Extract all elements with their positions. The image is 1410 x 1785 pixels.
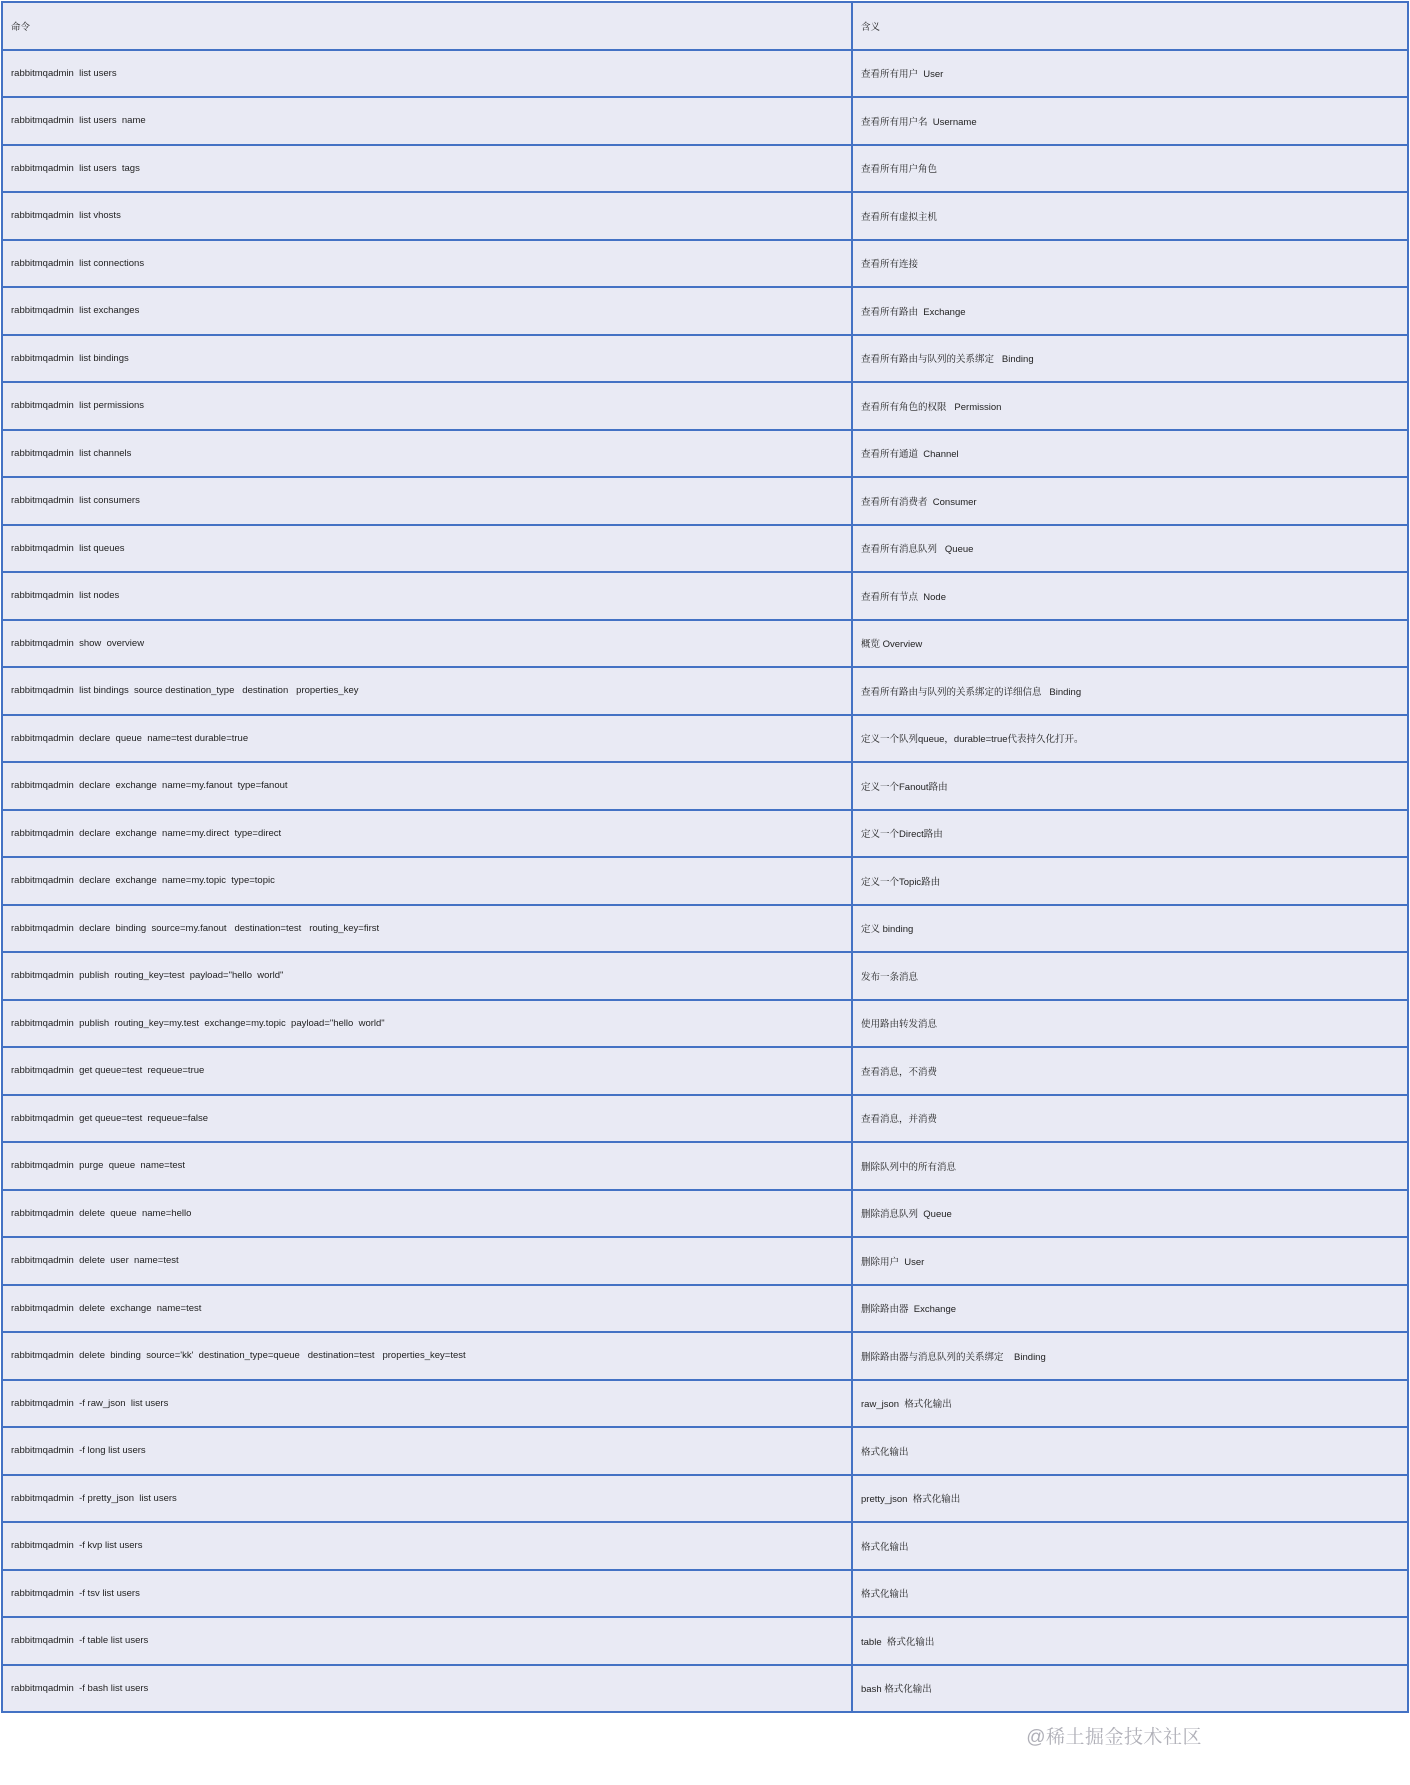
command-cell: rabbitmqadmin list permissions — [2, 382, 852, 430]
command-cell: rabbitmqadmin list users — [2, 50, 852, 98]
table-row — [2, 1047, 1408, 1095]
command-cell: rabbitmqadmin list channels — [2, 430, 852, 478]
commands-table — [1, 1, 1409, 1713]
table-row — [2, 1475, 1408, 1523]
command-cell: rabbitmqadmin delete exchange name=test — [2, 1285, 852, 1333]
table-row — [2, 335, 1408, 383]
table-row — [2, 97, 1408, 145]
command-cell: rabbitmqadmin get queue=test requeue=true — [2, 1047, 852, 1095]
command-cell: rabbitmqadmin list queues — [2, 525, 852, 573]
command-cell: rabbitmqadmin get queue=test requeue=false — [2, 1095, 852, 1143]
table-row — [2, 905, 1408, 953]
meaning-cell: 查看所有消息队列 Queue — [852, 525, 1408, 573]
header-meaning: 含义 — [852, 2, 1408, 50]
meaning-cell: pretty_json 格式化输出 — [852, 1475, 1408, 1523]
command-cell: rabbitmqadmin list bindings source destination_type destination properties_key — [2, 667, 852, 715]
meaning-cell: 查看所有节点 Node — [852, 572, 1408, 620]
command-cell: rabbitmqadmin delete binding source='kk' destination_type=queue destination=test properties_key=test — [2, 1332, 852, 1380]
table-row — [2, 287, 1408, 335]
meaning-cell: 查看所有路由 Exchange — [852, 287, 1408, 335]
meaning-cell: 查看所有用户 User — [852, 50, 1408, 98]
meaning-cell: 删除消息队列 Queue — [852, 1190, 1408, 1238]
meaning-cell: 查看所有虚拟主机 — [852, 192, 1408, 240]
meaning-cell: 删除队列中的所有消息 — [852, 1142, 1408, 1190]
command-cell: rabbitmqadmin -f bash list users — [2, 1665, 852, 1713]
table-row — [2, 620, 1408, 668]
table-row — [2, 192, 1408, 240]
table-row — [2, 572, 1408, 620]
meaning-cell: bash 格式化输出 — [852, 1665, 1408, 1713]
meaning-cell: 使用路由转发消息 — [852, 1000, 1408, 1048]
table-row — [2, 1665, 1408, 1713]
meaning-cell: 删除路由器与消息队列的关系绑定 Binding — [852, 1332, 1408, 1380]
command-cell: rabbitmqadmin list bindings — [2, 335, 852, 383]
meaning-cell: 查看所有用户角色 — [852, 145, 1408, 193]
command-cell: rabbitmqadmin purge queue name=test — [2, 1142, 852, 1190]
table-row — [2, 50, 1408, 98]
table-row — [2, 1617, 1408, 1665]
table-row — [2, 430, 1408, 478]
command-cell: rabbitmqadmin -f table list users — [2, 1617, 852, 1665]
table-row — [2, 525, 1408, 573]
command-cell: rabbitmqadmin list vhosts — [2, 192, 852, 240]
meaning-cell: 格式化输出 — [852, 1570, 1408, 1618]
command-cell: rabbitmqadmin delete queue name=hello — [2, 1190, 852, 1238]
table-row — [2, 382, 1408, 430]
meaning-cell: 查看所有用户名 Username — [852, 97, 1408, 145]
command-cell: rabbitmqadmin -f long list users — [2, 1427, 852, 1475]
command-cell: rabbitmqadmin list users tags — [2, 145, 852, 193]
command-cell: rabbitmqadmin delete user name=test — [2, 1237, 852, 1285]
command-cell: rabbitmqadmin publish routing_key=my.test exchange=my.topic payload="hello world" — [2, 1000, 852, 1048]
command-cell: rabbitmqadmin -f kvp list users — [2, 1522, 852, 1570]
command-cell: rabbitmqadmin list users name — [2, 97, 852, 145]
command-cell: rabbitmqadmin declare binding source=my.fanout destination=test routing_key=first — [2, 905, 852, 953]
command-cell: rabbitmqadmin declare queue name=test durable=true — [2, 715, 852, 763]
meaning-cell: 格式化输出 — [852, 1522, 1408, 1570]
command-cell: rabbitmqadmin declare exchange name=my.direct type=direct — [2, 810, 852, 858]
table-header-row — [2, 2, 1408, 50]
table-row — [2, 810, 1408, 858]
command-cell: rabbitmqadmin -f raw_json list users — [2, 1380, 852, 1428]
header-command: 命令 — [2, 2, 852, 50]
command-cell: rabbitmqadmin -f pretty_json list users — [2, 1475, 852, 1523]
table-row — [2, 1285, 1408, 1333]
command-cell: rabbitmqadmin list exchanges — [2, 287, 852, 335]
watermark: @稀土掘金技术社区 — [1026, 1727, 1202, 1748]
table-row — [2, 1237, 1408, 1285]
command-cell: rabbitmqadmin publish routing_key=test payload="hello world" — [2, 952, 852, 1000]
table-row — [2, 1095, 1408, 1143]
meaning-cell: 定义一个Topic路由 — [852, 857, 1408, 905]
meaning-cell: 删除用户 User — [852, 1237, 1408, 1285]
table-row — [2, 1190, 1408, 1238]
meaning-cell: 查看消息，并消费 — [852, 1095, 1408, 1143]
command-cell: rabbitmqadmin declare exchange name=my.fanout type=fanout — [2, 762, 852, 810]
table-row — [2, 1522, 1408, 1570]
table-row — [2, 1427, 1408, 1475]
meaning-cell: 定义一个队列queue，durable=true代表持久化打开。 — [852, 715, 1408, 763]
table-row — [2, 715, 1408, 763]
meaning-cell: 定义 binding — [852, 905, 1408, 953]
meaning-cell: table 格式化输出 — [852, 1617, 1408, 1665]
table-row — [2, 1380, 1408, 1428]
command-cell: rabbitmqadmin list consumers — [2, 477, 852, 525]
meaning-cell: 查看所有路由与队列的关系绑定的详细信息 Binding — [852, 667, 1408, 715]
meaning-cell: 查看所有连接 — [852, 240, 1408, 288]
command-cell: rabbitmqadmin list connections — [2, 240, 852, 288]
meaning-cell: 查看所有通道 Channel — [852, 430, 1408, 478]
table-row — [2, 145, 1408, 193]
meaning-cell: 查看所有路由与队列的关系绑定 Binding — [852, 335, 1408, 383]
meaning-cell: 发布一条消息 — [852, 952, 1408, 1000]
meaning-cell: 格式化输出 — [852, 1427, 1408, 1475]
table-row — [2, 1332, 1408, 1380]
meaning-cell: 删除路由器 Exchange — [852, 1285, 1408, 1333]
command-cell: rabbitmqadmin declare exchange name=my.topic type=topic — [2, 857, 852, 905]
table-row — [2, 1000, 1408, 1048]
meaning-cell: 定义一个Direct路由 — [852, 810, 1408, 858]
meaning-cell: 查看所有消费者 Consumer — [852, 477, 1408, 525]
meaning-cell: 查看所有角色的权限 Permission — [852, 382, 1408, 430]
table-row — [2, 762, 1408, 810]
meaning-cell: 查看消息，不消费 — [852, 1047, 1408, 1095]
table-row — [2, 1142, 1408, 1190]
table-row — [2, 1570, 1408, 1618]
meaning-cell: 概览 Overview — [852, 620, 1408, 668]
command-cell: rabbitmqadmin -f tsv list users — [2, 1570, 852, 1618]
command-cell: rabbitmqadmin list nodes — [2, 572, 852, 620]
table-row — [2, 477, 1408, 525]
table-row — [2, 667, 1408, 715]
meaning-cell: raw_json 格式化输出 — [852, 1380, 1408, 1428]
table-row — [2, 240, 1408, 288]
meaning-cell: 定义一个Fanout路由 — [852, 762, 1408, 810]
table-row — [2, 952, 1408, 1000]
table-row — [2, 857, 1408, 905]
command-cell: rabbitmqadmin show overview — [2, 620, 852, 668]
